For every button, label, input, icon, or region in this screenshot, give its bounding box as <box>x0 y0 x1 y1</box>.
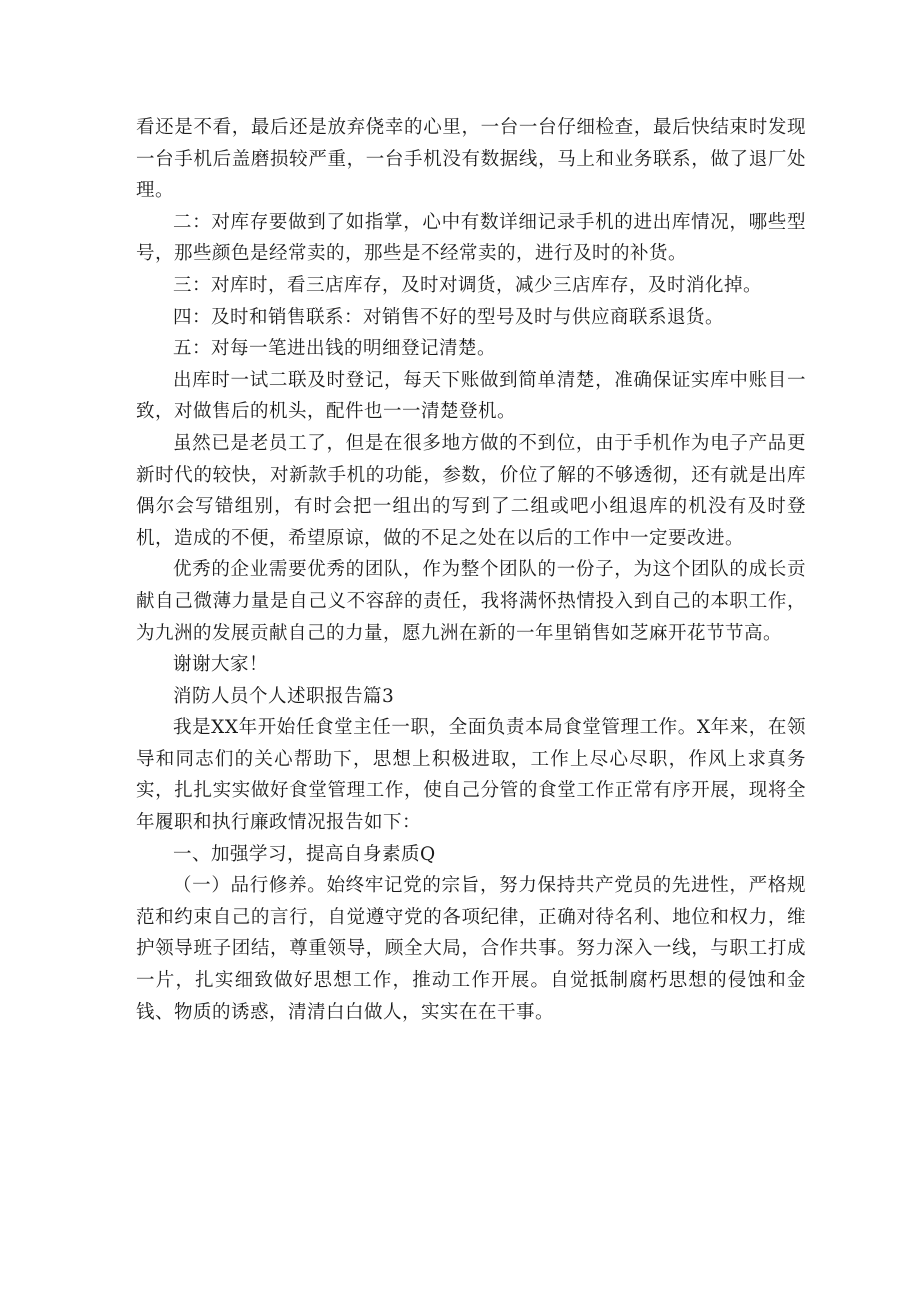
paragraph-11: 我是XX年开始任食堂主任一职，全面负责本局食堂管理工作。X年来，在领导和同志们的关心帮助下，思想上积极进取，工作上尽心尽职，作风上求真务实，扎扎实实做好食堂管理工作，使自己分管的食堂工作正常有序开展，现将全年履职和执行廉政情况报告如下： <box>136 717 806 834</box>
closing-thanks: 谢谢大家！ <box>173 654 269 676</box>
section-title: 消防人员个人述职报告篇3 <box>173 685 395 707</box>
subsection-heading: 一、加强学习，提高自身素质Q <box>173 843 436 865</box>
paragraph-7: 虽然已是老员工了，但是在很多地方做的不到位，由于手机作为电子产品更新时代的较快，对新款手机的功能，参数，价位了解的不够透彻，还有就是出库偶尔会写错组别，有时会把一组出的写到了二组或吧小组退库的机没有及时登机，造成的不便，希望原谅，做的不足之处在以后的工作中一定要改进。 <box>136 432 806 549</box>
paragraph-3: 三：对库时，看三店库存，及时对调货，减少三店库存，及时消化掉。 <box>173 274 763 296</box>
paragraph-1: 看还是不看，最后还是放弃侥幸的心里，一台一台仔细检查，最后快结束时发现一台手机后盖磨损较严重，一台手机没有数据线，马上和业务联系，做了退厂处理。 <box>136 117 806 202</box>
document-body <box>136 112 806 1028</box>
paragraph-4: 四：及时和销售联系：对销售不好的型号及时与供应商联系退货。 <box>173 306 725 328</box>
paragraph-5: 五：对每一笔进出钱的明细登记清楚。 <box>173 338 497 360</box>
paragraph-8: 优秀的企业需要优秀的团队，作为整个团队的一份子，为这个团队的成长贡献自己微薄力量是自己义不容辞的责任，我将满怀热情投入到自己的本职工作，为九洲的发展贡献自己的力量，愿九洲在新的一年里销售如芝麻开花节节高。 <box>136 559 806 644</box>
paragraph-2: 二：对库存要做到了如指掌，心中有数详细记录手机的进出库情况，哪些型号，那些颜色是经常卖的，那些是不经常卖的，进行及时的补货。 <box>136 211 806 265</box>
paragraph-13: （一）品行修养。始终牢记党的宗旨，努力保持共产党员的先进性，严格规范和约束自己的言行，自觉遵守党的各项纪律，正确对待名利、地位和权力，维护领导班子团结，尊重领导，顾全大局，合作共事。努力深入一线，与职工打成一片，扎实细致做好思想工作，推动工作开展。自觉抵制腐朽思想的侵蚀和金钱、物质的诱惑，清清白白做人，实实在在干事。 <box>136 875 806 1023</box>
paragraph-6: 出库时一试二联及时登记，每天下账做到简单清楚，准确保证实库中账目一致，对做售后的机头，配件也一一清楚登机。 <box>136 369 806 423</box>
